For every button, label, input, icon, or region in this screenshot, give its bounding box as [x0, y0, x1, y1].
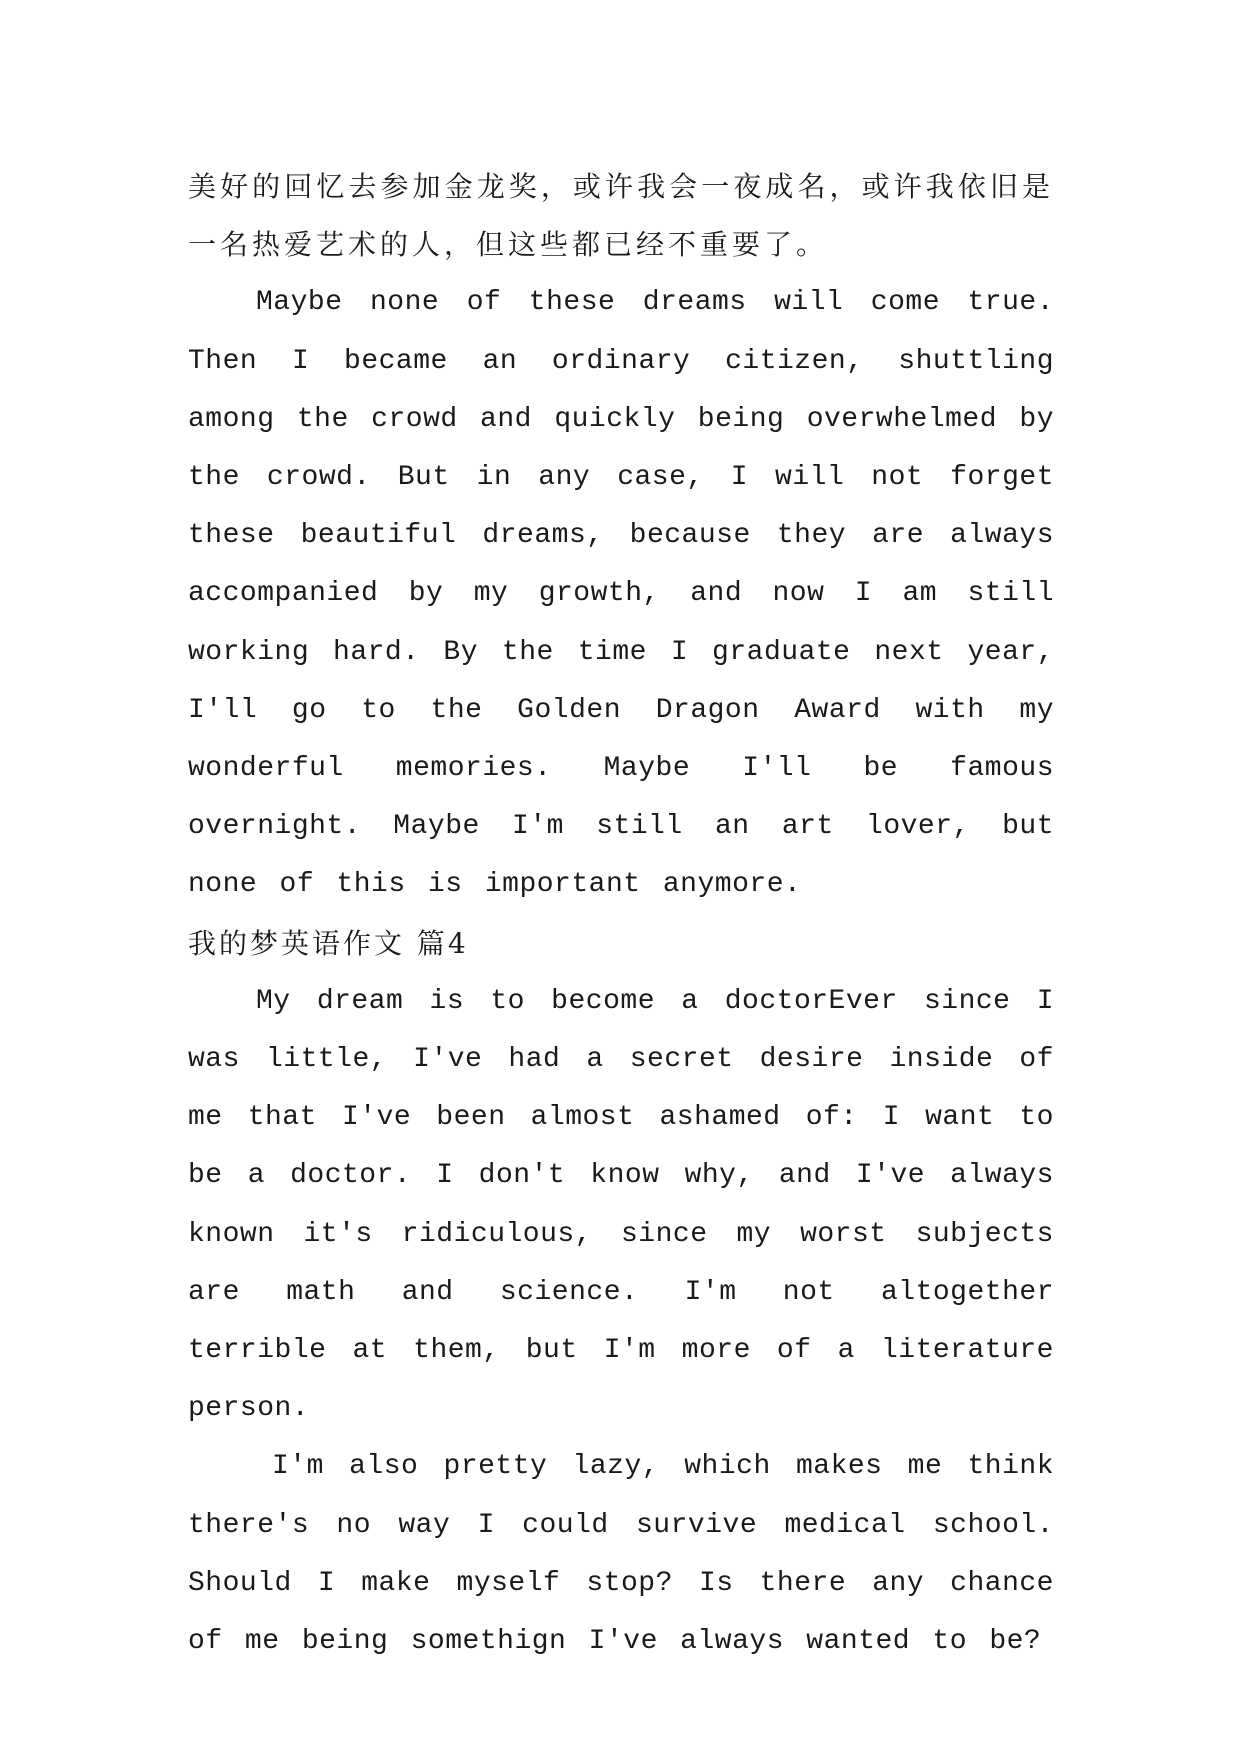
paragraph-lazy: I'm also pretty lazy, which makes me think there's no way I could survive medical school. Should I make myself stop? Is there any chance of me being somethign I've always wanted to be?: [188, 1451, 1054, 1658]
paragraph-doctor-dream: My dream is to become a doctorEver since I was little, I've had a secret desire inside of me that I've been almost ashamed of: I want to be a doctor. I don't know why, and I've always known it's ridiculous, since my worst subjects are math and science. I'm not altogether terrible at them, but I'm more of a literature person.: [188, 985, 1054, 1425]
paragraph-dreams-english: Maybe none of these dreams will come true. Then I became an ordinary citizen, shuttling among the crowd and quickly being overwhelmed by the crowd. But in any case, I will not forget these beautiful dreams, because they are always accompanied by my growth, and now I am still working hard. By the time I graduate next year, I'll go to the Golden Dragon Award with my wonderful memories. Maybe I'll be famous overnight. Maybe I'm still an art lover, but none of this is important anymore.: [188, 287, 1054, 901]
document-page: [188, 158, 1054, 1671]
section-heading: 我的梦英语作文 篇4: [188, 926, 469, 960]
paragraph-chinese-continuation: 美好的回忆去参加金龙奖，或许我会一夜成名，或许我依旧是一名热爱艺术的人，但这些都已经不重要了。: [188, 170, 1054, 262]
